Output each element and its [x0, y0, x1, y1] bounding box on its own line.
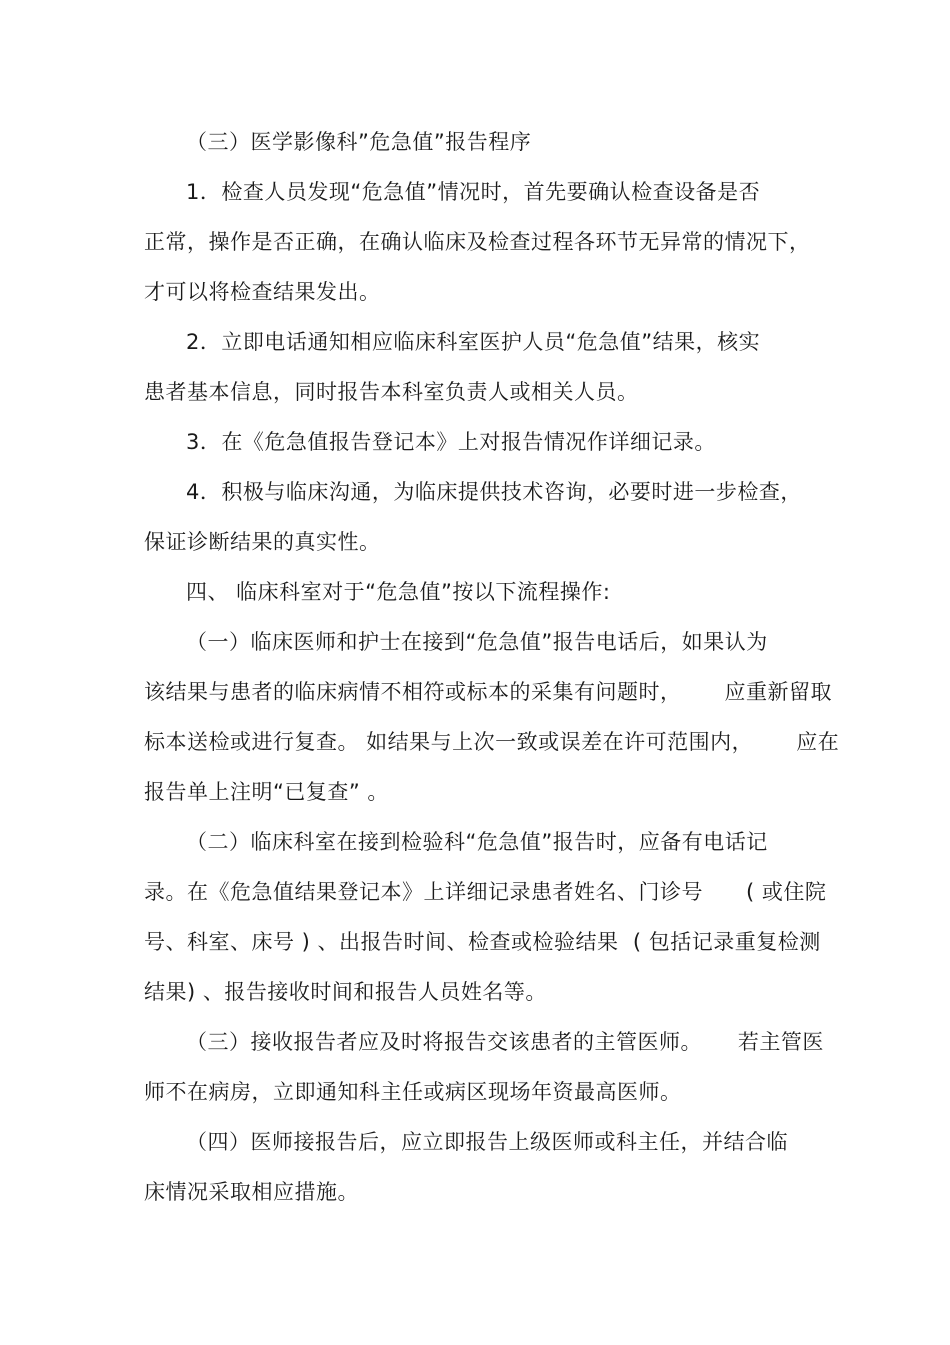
paragraph-6-line-1: （二）临床科室在接到检验科“危急值”报告时，应备有电话记: [186, 830, 768, 854]
paragraph-4-line-2: 保证诊断结果的真实性。: [144, 530, 381, 554]
paragraph-6-line-3: 号、科室、床号 ) 、出报告时间、检查或检验结果 ( 包括记录重复检测: [144, 930, 821, 954]
paragraph-5-line-2: 该结果与患者的临床病情不相符或标本的采集有问题时， 应重新留取: [144, 680, 833, 704]
paragraph-8-line-1: （四）医师接报告后，应立即报告上级医师或科主任，并结合临: [186, 1130, 788, 1154]
paragraph-1-line-1: 1．检查人员发现“危急值”情况时，首先要确认检查设备是否: [186, 180, 761, 204]
paragraph-5-line-3: 标本送检或进行复查。 如结果与上次一致或误差在许可范围内， 应在: [144, 730, 840, 754]
paragraph-3-line-1: 3．在《危急值报告登记本》上对报告情况作详细记录。: [186, 430, 716, 454]
section-heading-4: 四、 临床科室对于“危急值”按以下流程操作:: [186, 580, 611, 604]
paragraph-1-line-2: 正常，操作是否正确，在确认临床及检查过程各环节无异常的情况下，: [144, 230, 811, 254]
paragraph-7-line-1: （三）接收报告者应及时将报告交该患者的主管医师。 若主管医: [186, 1030, 824, 1054]
section-heading: （三）医学影像科”危急值”报告程序: [186, 130, 532, 154]
paragraph-5-line-4: 报告单上注明“已复查” 。: [144, 780, 389, 804]
paragraph-2-line-1: 2．立即电话通知相应临床科室医护人员“危急值”结果，核实: [186, 330, 761, 354]
paragraph-8-line-2: 床情况采取相应措施。: [144, 1180, 359, 1204]
paragraph-6-line-4: 结果) 、报告接收时间和报告人员姓名等。: [144, 980, 547, 1004]
paragraph-5-line-1: （一）临床医师和护士在接到“危急值”报告电话后，如果认为: [186, 630, 768, 654]
paragraph-7-line-2: 师不在病房，立即通知科主任或病区现场年资最高医师。: [144, 1080, 682, 1104]
paragraph-2-line-2: 患者基本信息，同时报告本科室负责人或相关人员。: [144, 380, 639, 404]
paragraph-4-line-1: 4．积极与临床沟通，为临床提供技术咨询，必要时进一步检查，: [186, 480, 802, 504]
paragraph-1-line-3: 才可以将检查结果发出。: [144, 280, 381, 304]
paragraph-6-line-2: 录。在《危急值结果登记本》上详细记录患者姓名、门诊号 ( 或住院: [144, 880, 827, 904]
